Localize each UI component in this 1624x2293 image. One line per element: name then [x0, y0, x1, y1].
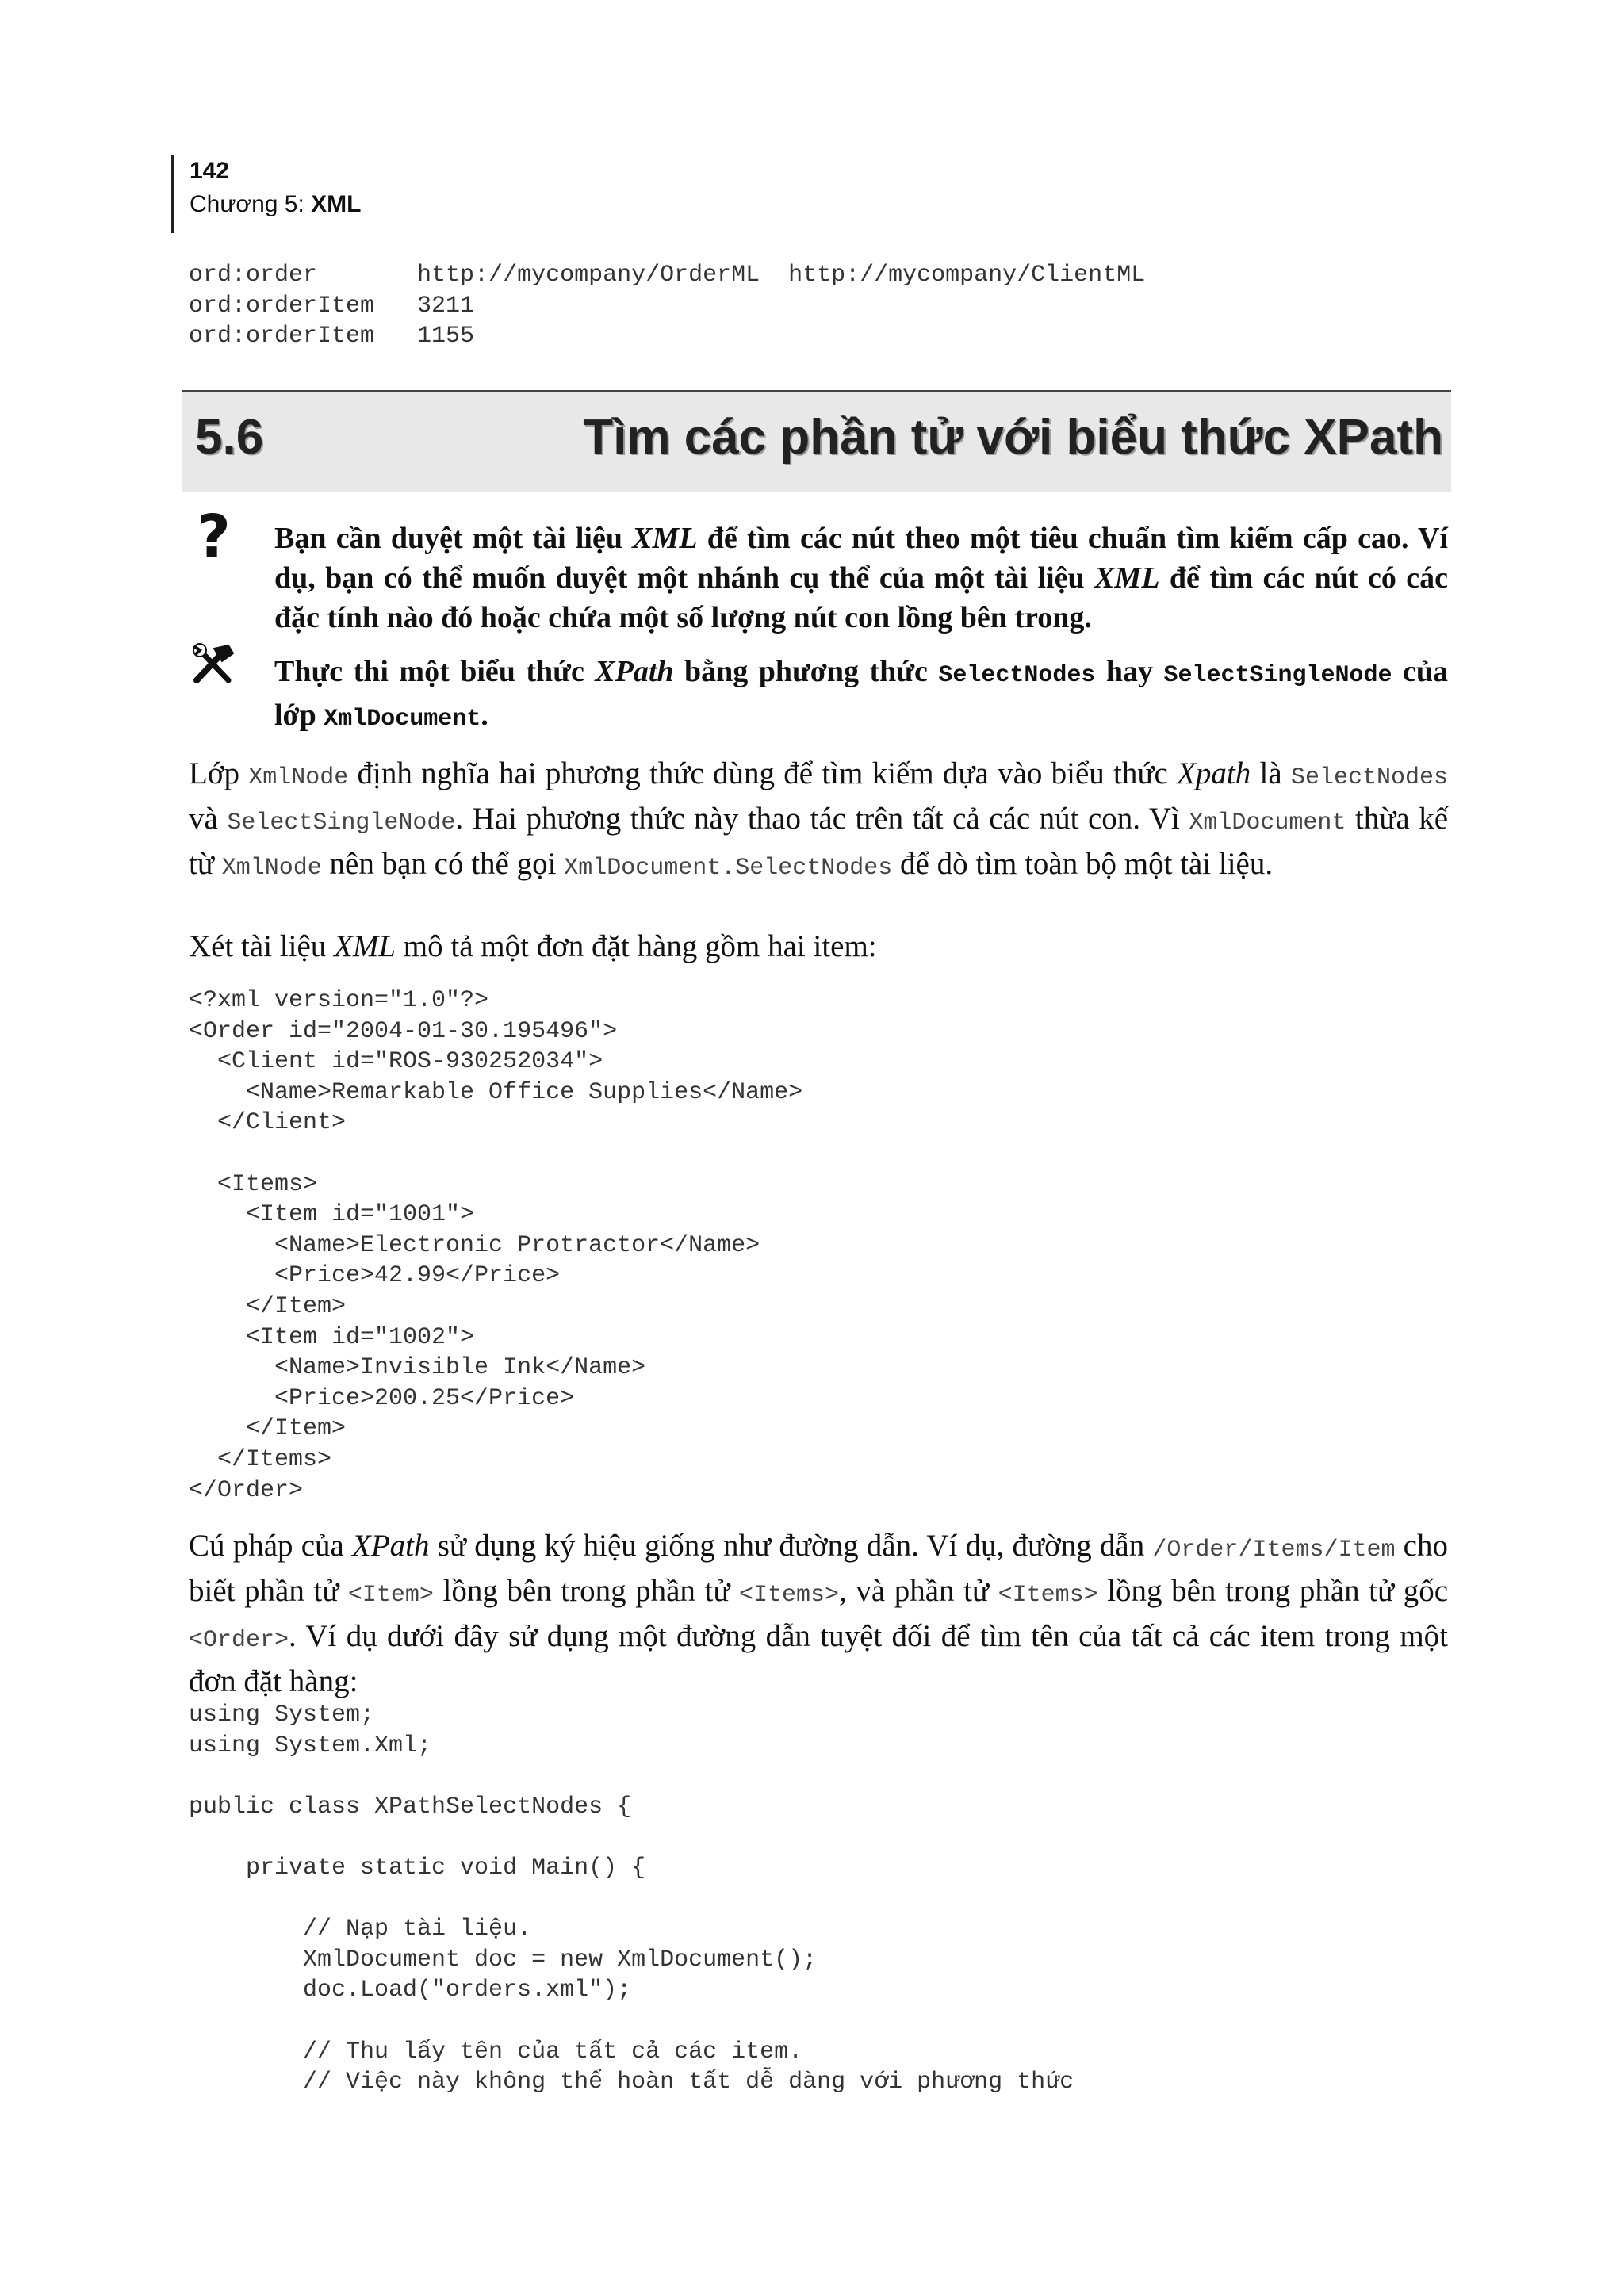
- page-header: [171, 155, 362, 233]
- body-paragraph-1: Lớp XmlNode định nghĩa hai phương thức dùng để tìm kiếm dựa vào biểu thức Xpath là SelectNodes và SelectSingleNode. Hai phương thức này thao tác trên tất cả các nút con. Vì XmlDocument thừa kế từ XmlNode nên bạn có thể gọi XmlDocument.SelectNodes để dò tìm toàn bộ một tài liệu.: [189, 756, 1449, 882]
- code-block-namespace-output: ord:order http://mycompany/OrderML http://mycompany/ClientML ord:orderItem 3211 ord:orderItem 1155: [189, 262, 1146, 350]
- body-paragraph-2: Xét tài liệu XML mô tả một đơn đặt hàng gồm hai item:: [189, 929, 877, 963]
- solution-statement: Thực thi một biểu thức XPath bằng phương thức SelectNodes hay SelectSingleNode của lớp XmlDocument.: [274, 655, 1449, 733]
- page-number: 142: [190, 158, 230, 184]
- question-mark-icon: ?: [197, 503, 231, 571]
- chapter-prefix: Chương 5:: [190, 191, 312, 217]
- problem-statement: Bạn cần duyệt một tài liệu XML để tìm các nút theo một tiêu chuẩn tìm kiếm cấp cao. Ví dụ, bạn có thể muốn duyệt một nhánh cụ thể của một tài liệu XML để tìm các nút có các đặc tính nào đó hoặc chứa một số lượng nút con lồng bên trong.: [274, 522, 1448, 634]
- chapter-name: XML: [311, 191, 362, 217]
- section-title: Tìm các phần tử với biểu thức XPath: [583, 410, 1443, 465]
- tools-icon: [190, 642, 236, 688]
- chapter-title: [190, 187, 362, 222]
- code-block-orders-xml: <?xml version="1.0"?> <Order id="2004-01-30.195496"> <Client id="ROS-930252034"> <Name>Remarkable Office Supplies</Name> </Client> <Items> <Item id="1001"> <Name>Electronic Protractor</Name> <Price>42.99</Price> </Item> <Item id="1002"> <Name>Invisible Ink</Name> <Price>200.25</Price> </Item> </Items> </Order>: [189, 987, 803, 1504]
- code-block-csharp: using System; using System.Xml; public class XPathSelectNodes { private static void Main() { // Nạp tài liệu. XmlDocument doc = new XmlDocument(); doc.Load("orders.xml"); // Thu lấy tên của tất cả các item. // Việc này không thể hoàn tất dễ dàng với phương thức: [189, 1702, 1074, 2096]
- section-number: 5.6: [195, 410, 264, 465]
- body-paragraph-3: Cú pháp của XPath sử dụng ký hiệu giống như đường dẫn. Ví dụ, đường dẫn /Order/Items/Item cho biết phần tử <Item> lồng bên trong phần tử <Items>, và phần tử <Items> lồng bên trong phần tử gốc <Order>. Ví dụ dưới đây sử dụng một đường dẫn tuyệt đối để tìm tên của tất cả các item trong một đơn đặt hàng:: [189, 1529, 1449, 1698]
- section-heading: [182, 390, 1451, 492]
